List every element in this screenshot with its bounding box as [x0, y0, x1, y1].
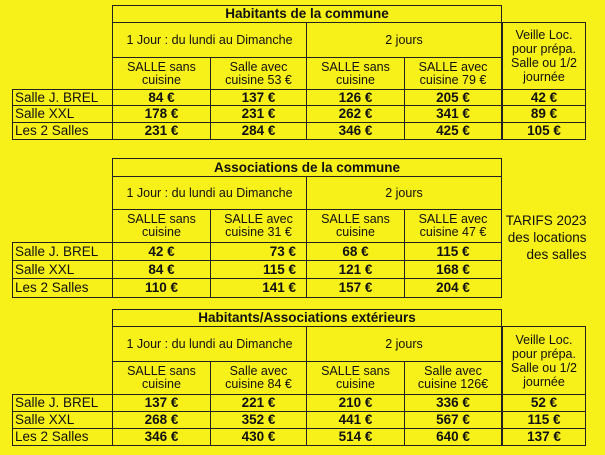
table-row	[13, 429, 502, 446]
subheader-avec-cuisine: SALLE avec cuisine 47 €	[405, 210, 502, 243]
price-cell: 73 €	[211, 243, 307, 261]
price-cell: 115 €	[405, 243, 502, 261]
price-cell: 157 €	[307, 279, 405, 298]
price-cell: 640 €	[405, 429, 502, 446]
price-cell: 425 €	[405, 123, 502, 140]
header-one-day: 1 Jour : du lundi au Dimanche	[113, 23, 307, 58]
tarif-table-associations	[12, 158, 593, 298]
price-cell: 68 €	[307, 243, 405, 261]
price-cell: 352 €	[211, 412, 307, 429]
veille-table-exterieurs	[502, 326, 586, 446]
subheader-sans-cuisine: SALLE sans cuisine	[113, 58, 211, 90]
price-cell: 262 €	[307, 106, 405, 123]
veille-price: 115 €	[503, 412, 586, 429]
subheader-avec-cuisine: SALLE avec cuisine 31 €	[211, 210, 307, 243]
row-label: Salle J. BREL	[13, 395, 113, 412]
veille-price: 42 €	[503, 90, 586, 106]
veille-header: Veille Loc. pour prépa. Salle ou 1/2 journée	[503, 23, 586, 90]
price-cell: 204 €	[405, 279, 502, 298]
price-cell: 210 €	[307, 395, 405, 412]
tarif-table-exterieurs	[12, 309, 502, 446]
subheader-sans-cuisine: SALLE sans cuisine	[307, 210, 405, 243]
price-cell: 430 €	[211, 429, 307, 446]
header-two-days: 2 jours	[307, 327, 502, 362]
row-label: Salle XXL	[13, 106, 113, 123]
price-cell: 178 €	[113, 106, 211, 123]
price-cell: 336 €	[405, 395, 502, 412]
price-cell: 268 €	[113, 412, 211, 429]
row-label: Les 2 Salles	[13, 123, 113, 140]
price-cell: 168 €	[405, 261, 502, 279]
tarifs-line: des salles	[526, 246, 587, 262]
price-cell: 231 €	[211, 106, 307, 123]
tarifs-line: TARIFS 2023	[505, 212, 587, 228]
tarifs-line: des locations	[507, 229, 587, 245]
row-label: Les 2 Salles	[13, 279, 113, 298]
tarif-table-habitants	[12, 5, 502, 140]
price-cell: 84 €	[113, 261, 211, 279]
veille-price: 105 €	[503, 123, 586, 140]
subheader-avec-cuisine: Salle avec cuisine 53 €	[211, 58, 307, 90]
row-label: Salle J. BREL	[13, 90, 113, 106]
subheader-sans-cuisine: SALLE sans cuisine	[307, 362, 405, 395]
tarifs-2023-note	[502, 177, 593, 298]
price-cell: 126 €	[307, 90, 405, 106]
header-one-day: 1 Jour : du lundi au Dimanche	[113, 327, 307, 362]
price-cell: 42 €	[113, 243, 211, 261]
header-two-days: 2 jours	[307, 23, 502, 58]
subheader-avec-cuisine: Salle avec cuisine 84 €	[211, 362, 307, 395]
price-cell: 514 €	[307, 429, 405, 446]
row-label: Salle XXL	[13, 412, 113, 429]
veille-price: 137 €	[503, 429, 586, 446]
subheader-sans-cuisine: SALLE sans cuisine	[113, 210, 211, 243]
subheader-sans-cuisine: SALLE sans cuisine	[307, 58, 405, 90]
section-title: Habitants/Associations extérieurs	[113, 310, 502, 327]
price-cell: 346 €	[113, 429, 211, 446]
table-row	[13, 106, 502, 123]
price-cell: 221 €	[211, 395, 307, 412]
veille-price: 52 €	[503, 395, 586, 412]
price-cell: 141 €	[211, 279, 307, 298]
price-cell: 341 €	[405, 106, 502, 123]
table-row	[13, 123, 502, 140]
price-cell: 137 €	[113, 395, 211, 412]
row-label: Salle J. BREL	[13, 243, 113, 261]
veille-price: 89 €	[503, 106, 586, 123]
price-cell: 205 €	[405, 90, 502, 106]
price-cell: 346 €	[307, 123, 405, 140]
veille-header: Veille Loc. pour prépa. Salle ou 1/2 journée	[503, 327, 586, 395]
header-two-days: 2 jours	[307, 177, 502, 210]
price-cell: 284 €	[211, 123, 307, 140]
price-cell: 121 €	[307, 261, 405, 279]
section-title: Associations de la commune	[113, 159, 502, 177]
row-label: Salle XXL	[13, 261, 113, 279]
price-cell: 231 €	[113, 123, 211, 140]
price-cell: 441 €	[307, 412, 405, 429]
table-row	[13, 412, 502, 429]
price-cell: 115 €	[211, 261, 307, 279]
row-label: Les 2 Salles	[13, 429, 113, 446]
price-cell: 567 €	[405, 412, 502, 429]
section-title: Habitants de la commune	[113, 6, 502, 23]
price-cell: 137 €	[211, 90, 307, 106]
subheader-avec-cuisine: Salle avec cuisine 126€	[405, 362, 502, 395]
subheader-sans-cuisine: SALLE sans cuisine	[113, 362, 211, 395]
price-cell: 84 €	[113, 90, 211, 106]
price-cell: 110 €	[113, 279, 211, 298]
header-one-day: 1 Jour : du lundi au Dimanche	[113, 177, 307, 210]
veille-table-habitants	[502, 22, 586, 140]
table-row	[13, 90, 502, 106]
subheader-avec-cuisine: SALLE avec cuisine 79 €	[405, 58, 502, 90]
table-row	[13, 395, 502, 412]
